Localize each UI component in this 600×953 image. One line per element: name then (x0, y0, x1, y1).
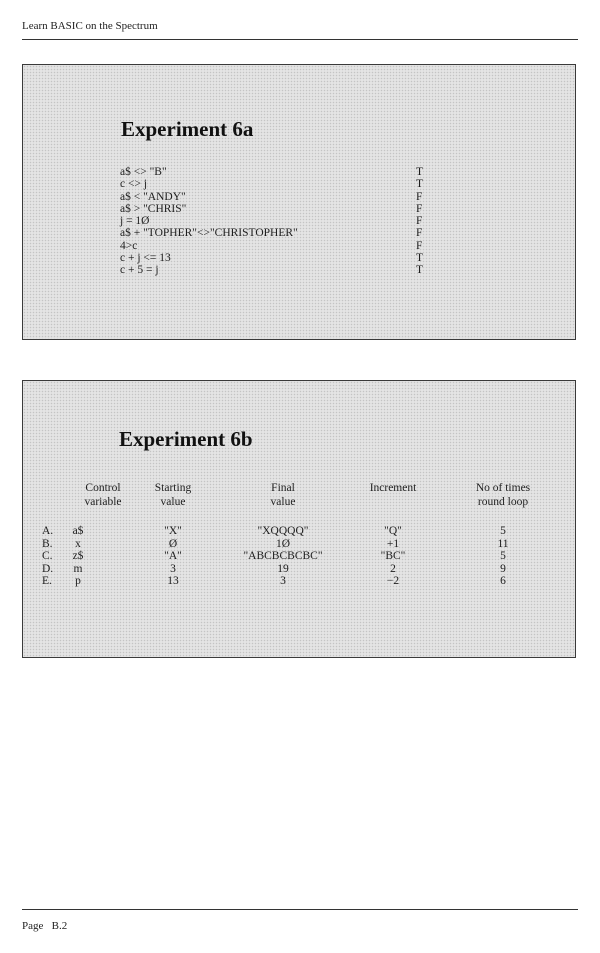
statement-result: F (416, 215, 423, 228)
table-cell: "ABCBCBCBC" (243, 550, 323, 562)
statement-expression: j = 1Ø (120, 215, 150, 228)
row-label: C. (42, 550, 53, 562)
statement-expression: a$ + "TOPHER"<>"CHRISTOPHER" (120, 227, 298, 240)
column-header-line: Final (271, 482, 295, 494)
statement-row (120, 252, 450, 264)
column-header-increment (353, 481, 433, 495)
table-cell: a$ (72, 525, 84, 537)
column-header-line: Starting (154, 482, 192, 494)
table-cell: Ø (168, 537, 178, 550)
table-cell: 13 (167, 575, 179, 587)
statement-result: F (416, 190, 423, 203)
column-header-line: value (270, 496, 296, 508)
table-cell: 1Ø (275, 537, 291, 550)
table-cell: 6 (500, 575, 506, 587)
table-cell: 3 (280, 575, 286, 587)
column-header-line: value (160, 496, 186, 508)
table-cell: −2 (386, 575, 400, 587)
experiment-6a-title: Experiment 6a (121, 117, 254, 141)
statement-expression: a$ < "ANDY" (120, 190, 186, 203)
table-cell: 5 (500, 525, 506, 537)
table-cell: z$ (72, 550, 84, 562)
statement-row (120, 191, 450, 203)
statement-row (120, 227, 450, 239)
table-cell: 11 (497, 537, 509, 550)
row-label: A. (42, 525, 54, 537)
table-cell: "BC" (380, 550, 406, 562)
table-cell: "Q" (384, 525, 402, 537)
statement-row (120, 166, 450, 178)
experiment-6a-panel (22, 64, 576, 340)
column-header-final-value (243, 481, 323, 509)
table-cell: p (75, 575, 81, 587)
statement-row (120, 178, 450, 190)
table-cell: 5 (500, 550, 506, 562)
statement-expression: c + 5 = j (120, 264, 159, 277)
column-header-loop-count (463, 481, 543, 509)
table-cell: 3 (170, 562, 176, 575)
table-cell: 19 (277, 562, 289, 575)
statement-result: T (416, 264, 424, 277)
statement-result: T (416, 166, 424, 178)
header-rule (22, 39, 578, 40)
statement-row (120, 215, 450, 227)
statement-result: T (416, 252, 424, 265)
table-cell: "XQQQQ" (257, 525, 309, 537)
table-cell: x (75, 537, 81, 550)
column-header-line: Control (85, 482, 121, 494)
column-header-line: Increment (369, 482, 417, 494)
statement-row (120, 240, 450, 252)
table-cell: "A" (164, 550, 182, 562)
footer-rule (22, 909, 578, 910)
statement-expression: c <> j (120, 178, 148, 191)
statement-result: F (416, 227, 423, 240)
statement-row (120, 264, 450, 276)
page-number: Page B.2 (22, 920, 68, 932)
statement-expression: a$ <> "B" (120, 166, 167, 178)
statement-result: F (416, 202, 423, 215)
column-header-line: variable (84, 496, 122, 508)
statement-expression: 4>c (120, 239, 138, 252)
statement-row (120, 203, 450, 215)
table-cell: m (73, 562, 83, 575)
table-cell: +1 (386, 537, 400, 550)
column-header-starting-value (133, 481, 213, 509)
experiment-6b-panel (22, 380, 576, 658)
column-header-line: round loop (477, 496, 529, 508)
table-cell: "X" (164, 525, 182, 537)
row-label: E. (42, 575, 52, 587)
column-header-control-variable (63, 481, 143, 509)
statement-result: T (416, 178, 424, 191)
statement-list (120, 166, 450, 277)
running-title: Learn BASIC on the Spectrum (22, 20, 158, 32)
experiment-6b-title: Experiment 6b (119, 427, 253, 451)
statement-expression: a$ > "CHRIS" (120, 202, 187, 215)
column-header-line: No of times (475, 482, 531, 494)
table-cell: 9 (500, 562, 506, 575)
row-label: B. (42, 537, 53, 550)
table-cell: 2 (390, 562, 396, 575)
statement-expression: c + j <= 13 (120, 252, 171, 265)
statement-result: F (416, 239, 423, 252)
row-label: D. (42, 562, 54, 575)
